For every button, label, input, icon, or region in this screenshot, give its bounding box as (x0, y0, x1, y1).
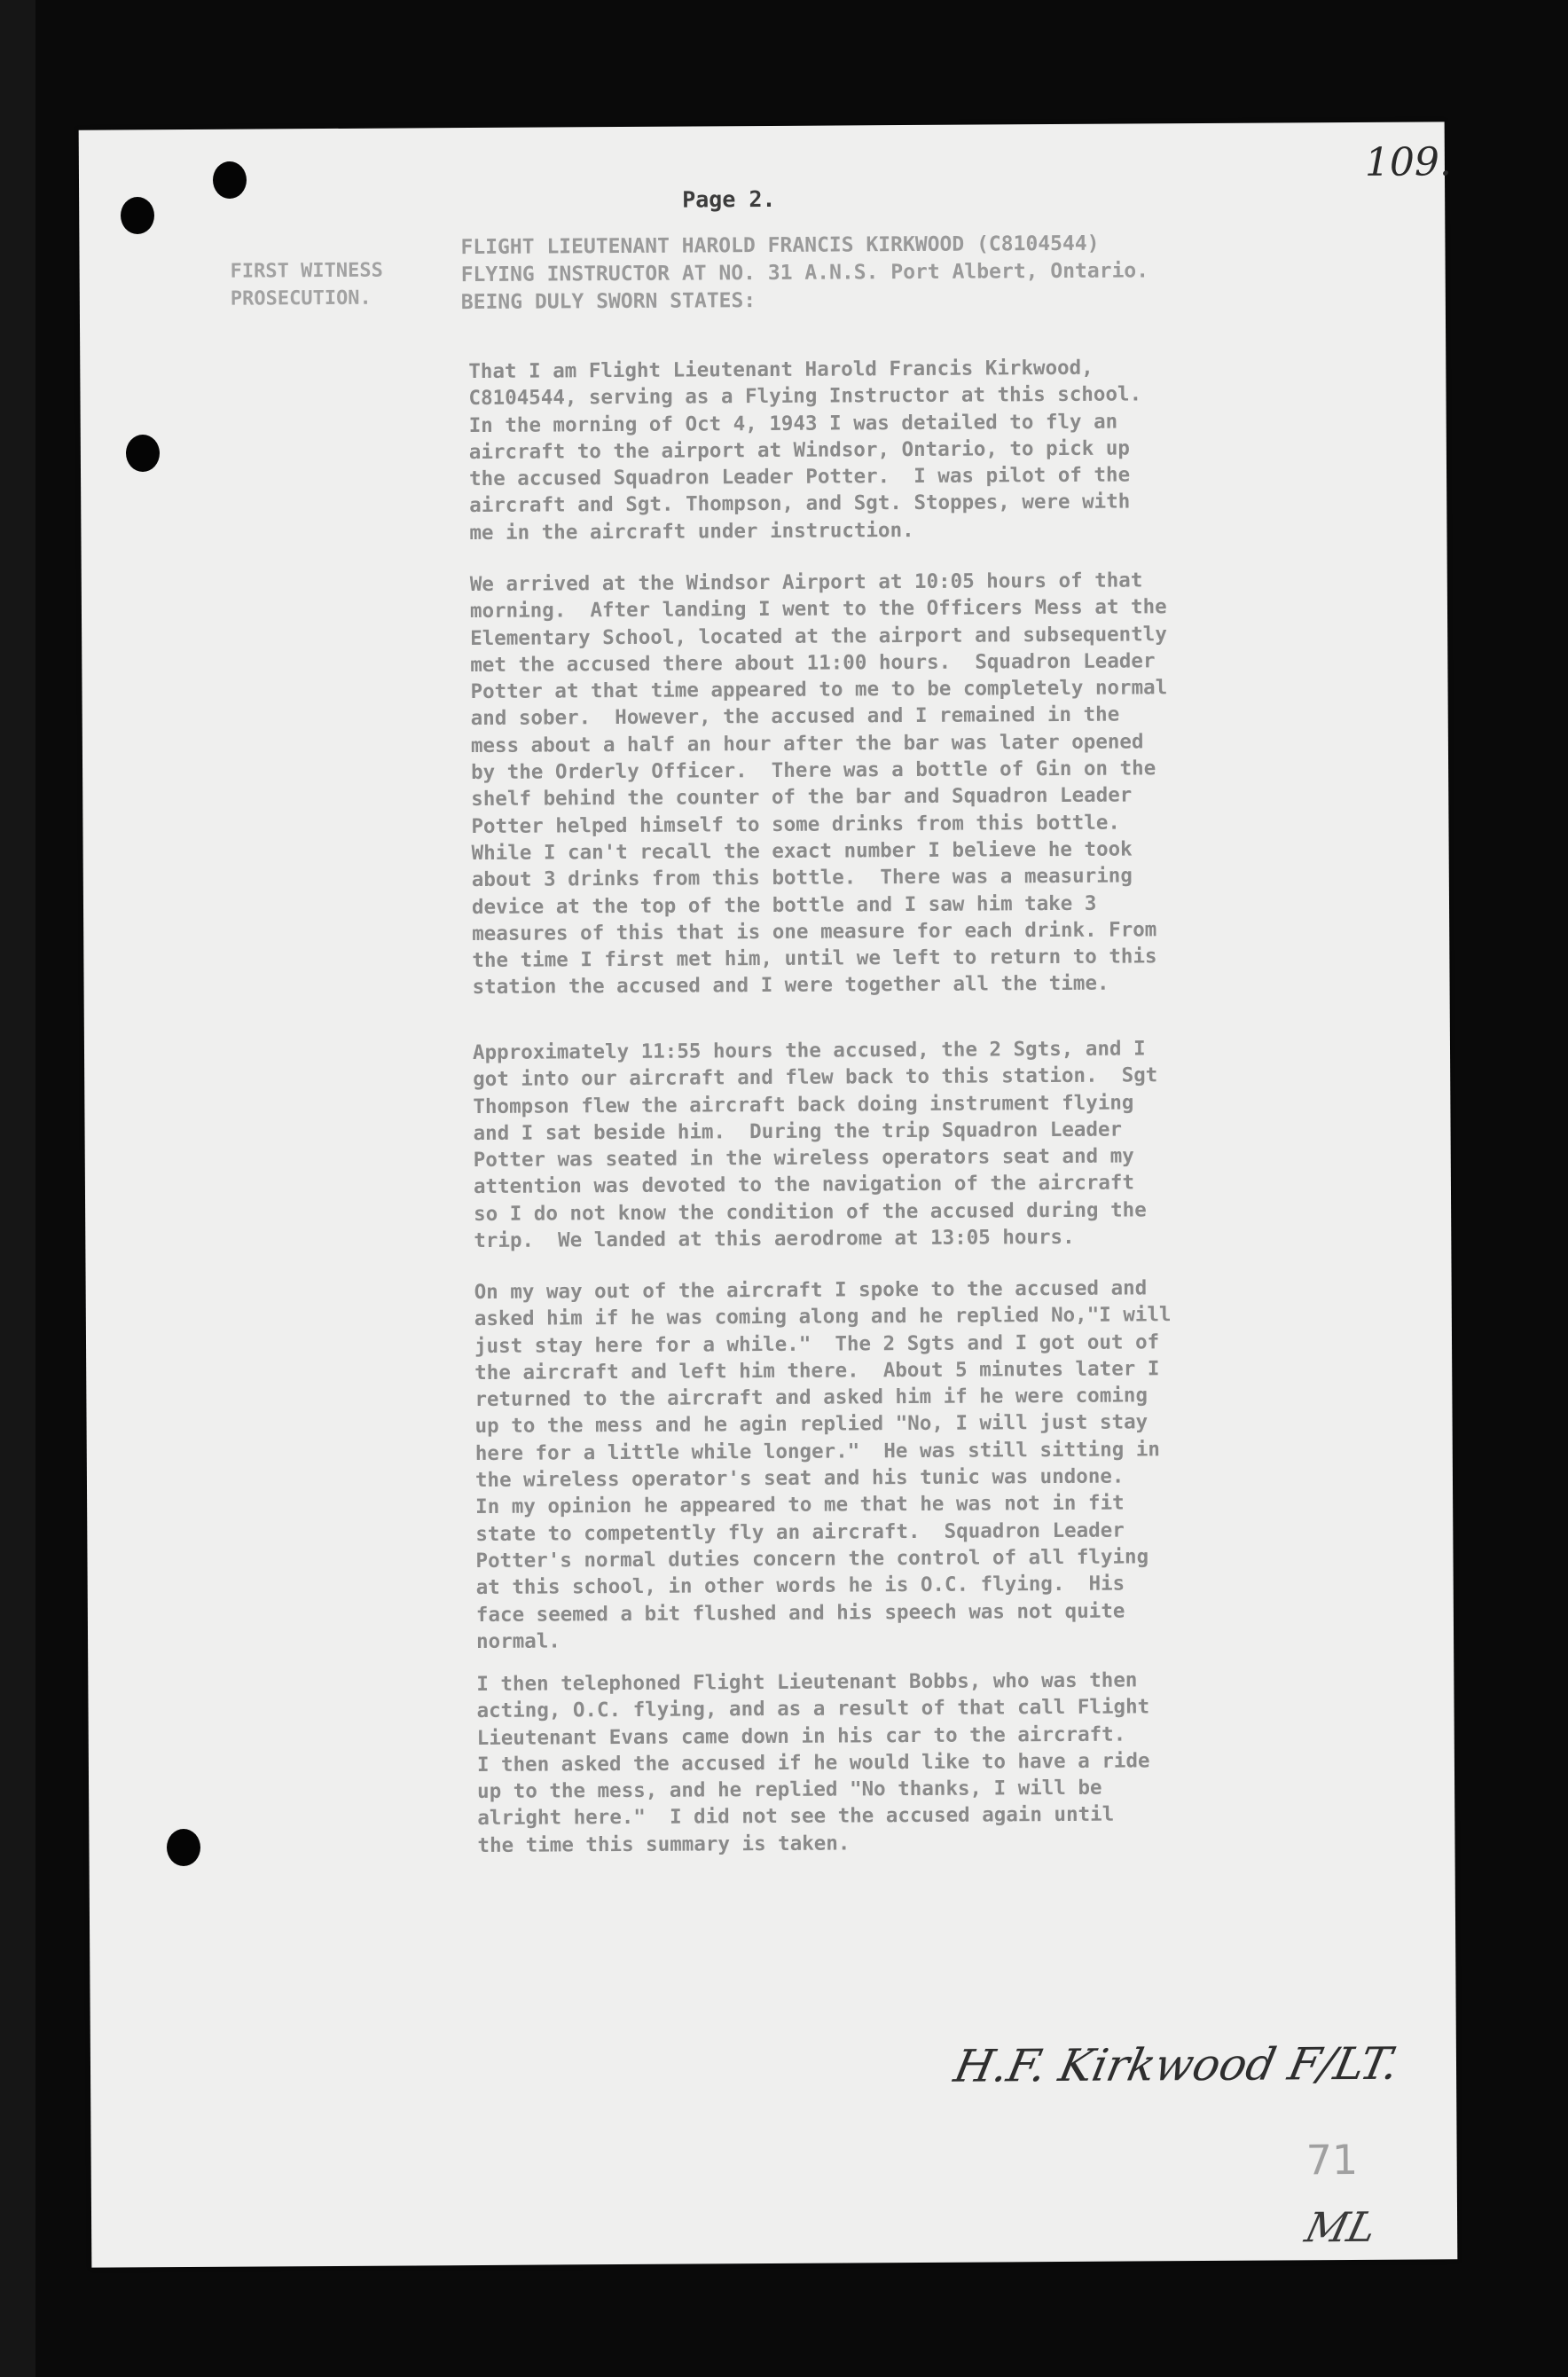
punch-hole-icon (167, 1829, 200, 1866)
paragraph-3: Approximately 11:55 hours the accused, the 2 Sgts, and I got into our aircraft and flew back to this station. Sgt Thompson flew the aircraft back doing instrument flying and I sat beside him. During the trip Squadron Leader Potter was seated in the wireless operators seat and my attention was devoted to the navigation of the aircraft so I do not know the condition of the accused during the trip. We landed at this aerodrome at 13:05 hours. (472, 1037, 1158, 1253)
page-number: Page 2. (682, 185, 776, 213)
scanner-edge (0, 0, 35, 2377)
witness-label: FIRST WITNESS PROSECUTION. (230, 259, 383, 310)
paragraph-1: That I am Flight Lieutenant Harold Francis Kirkwood, C8104544, serving as a Flying Instructor at this school. In the morning of Oct 4, 1943 I was detailed to fly an aircraft to the airport at Windsor, Ontario, to pick up the accused Squadron Leader Potter. I was pilot of the aircraft and Sgt. Thompson, and Sgt. Stoppes, were with me in the aircraft under instruction. (468, 356, 1142, 545)
document-page (79, 122, 1458, 2267)
witness-heading: FLIGHT LIEUTENANT HAROLD FRANCIS KIRKWOOD (C8104544) FLYING INSTRUCTOR AT NO. 31 A.N.S. Port Albert, Ontario. BEING DULY SWORN STATES: (460, 231, 1149, 315)
handwritten-initials: ML (1300, 2202, 1382, 2252)
paragraph-2: We arrived at the Windsor Airport at 10:05 hours of that morning. After landing I went to the Officers Mess at the Elementary School, located at the airport and subsequently met the accused there about 11:00 hours. Squadron Leader Potter at that time appeared to me to be completely normal and sober. However, the accused and I remained in the mess about a half an hour after the bar was later opened by the Orderly Officer. There was a bottle of Gin on the shelf behind the counter of the bar and Squadron Leader Potter helped himself to some drinks from this bottle. While I can't recall the exact number I believe he took about 3 drinks from this bottle. There was a measuring device at the top of the bottle and I saw him take 3 measures of this that is one measure for each drink. From the time I first met him, until we left to return to this station the accused and I were together all the time. (469, 569, 1168, 1000)
punch-hole-icon (121, 197, 154, 234)
paragraph-5: I then telephoned Flight Lieutenant Bobbs, who was then acting, O.C. flying, and as a result of that call Flight Lieutenant Evans came down in his car to the aircraft. I then asked the accused if he would like to have a ride up to the mess, and he replied "No thanks, I will be alright here." I did not see the accused again until the time this summary is taken. (476, 1668, 1150, 1857)
punch-hole-icon (213, 161, 247, 199)
punch-hole-icon (126, 435, 160, 472)
paragraph-4: On my way out of the aircraft I spoke to the accused and asked him if he was coming along and he replied No,"I will just stay here for a while." The 2 Sgts and I got out of the aircraft and left him there. About 5 minutes later I returned to the aircraft and asked him if he were coming up to the mess and he agin replied "No, I will just stay here for a little while longer." He was still sitting in the wireless operator's seat and his tunic was undone. In my opinion he appeared to me that he was not in fit state to competently fly an aircraft. Squadron Leader Potter's normal duties concern the control of all flying at this school, in other words he is O.C. flying. His face seemed a bit flushed and his speech was not quite normal. (474, 1276, 1172, 1653)
stamp-number: 71 (1305, 2135, 1359, 2185)
folio-number: 109. (1364, 139, 1453, 185)
handwritten-signature: H.F. Kirkwood F/LT. (950, 2037, 1404, 2092)
